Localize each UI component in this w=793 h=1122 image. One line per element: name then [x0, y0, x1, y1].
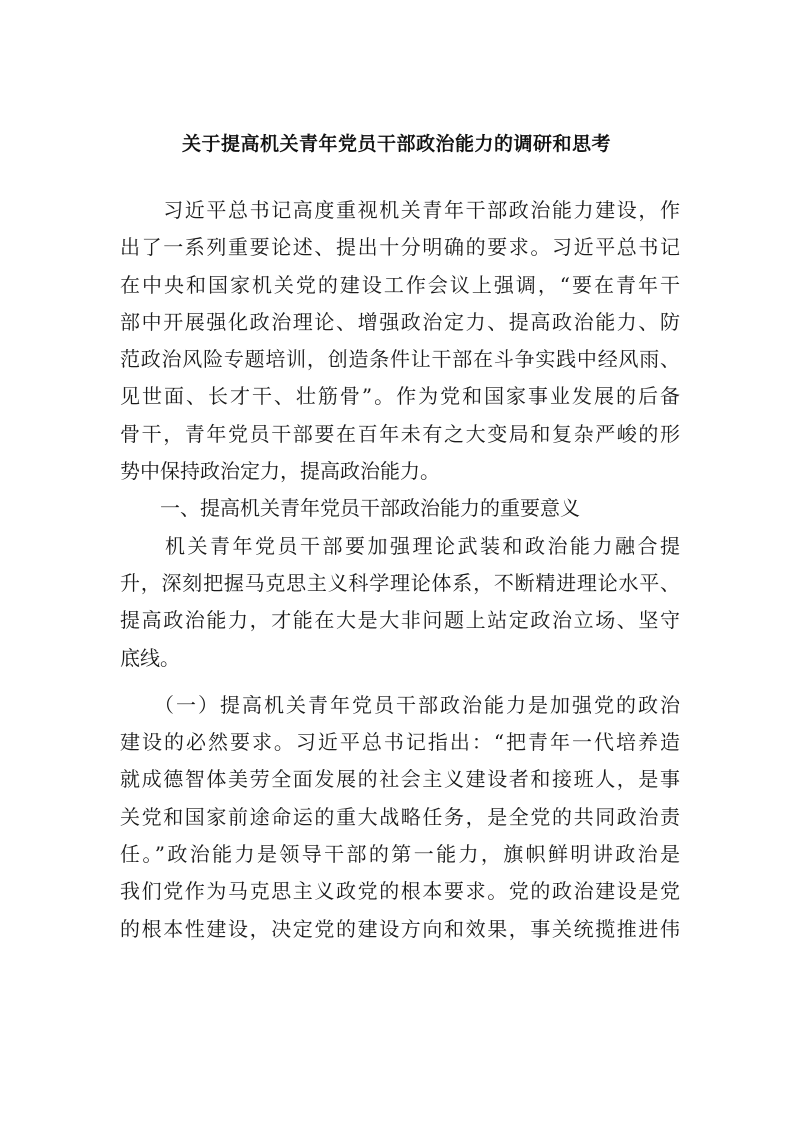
text-line: 的根本性建设，决定党的建设方向和效果，事关统揽推进伟	[120, 916, 680, 941]
document-title: 关于提高机关青年党员干部政治能力的调研和思考	[181, 133, 611, 155]
text-line: 在中央和国家机关党的建设工作会议上强调，“要在青年干	[120, 272, 680, 297]
paragraph-intro	[120, 192, 680, 490]
text-line: 我们党作为马克思主义政党的根本要求。党的政治建设是党	[120, 879, 680, 904]
text-line: 关党和国家前途命运的重大战略任务，是全党的共同政治责	[120, 804, 680, 829]
text-line: 见世面、长才干、壮筋骨”。作为党和国家事业发展的后备	[120, 384, 680, 409]
text-line: 一、提高机关青年党员干部政治能力的重要意义	[120, 496, 580, 521]
text-line: 建设的必然要求。习近平总书记指出：“把青年一代培养造	[120, 730, 680, 755]
text-line: 就成德智体美劳全面发展的社会主义建设者和接班人，是事	[120, 767, 680, 792]
text-line: 势中保持政治定力，提高政治能力。	[120, 459, 440, 484]
document-body	[120, 192, 680, 948]
paragraph-subsection-1	[120, 687, 680, 948]
text-line: 范政治风险专题培训，创造条件让干部在斗争实践中经风雨、	[120, 347, 680, 372]
text-line: 底线。	[120, 645, 180, 670]
text-line: 出了一系列重要论述、提出十分明确的要求。习近平总书记	[120, 235, 680, 260]
text-line: 部中开展强化政治理论、增强政治定力、提高政治能力、防	[120, 309, 680, 334]
text-line: 骨干，青年党员干部要在百年未有之大变局和复杂严峻的形	[120, 421, 680, 446]
text-line: 习近平总书记高度重视机关青年干部政治能力建设，作	[120, 198, 680, 222]
text-line: 机关青年党员干部要加强理论武装和政治能力融合提	[120, 533, 680, 558]
section-heading	[120, 490, 680, 527]
paragraph-section-intro	[120, 528, 680, 677]
text-line: （一）提高机关青年党员干部政治能力是加强党的政治	[120, 692, 680, 717]
text-line: 任。”政治能力是领导干部的第一能力，旗帜鲜明讲政治是	[120, 842, 680, 867]
text-line: 提高政治能力，才能在大是大非问题上站定政治立场、坚守	[120, 608, 680, 633]
text-line: 升，深刻把握马克思主义科学理论体系，不断精进理论水平、	[120, 570, 680, 595]
